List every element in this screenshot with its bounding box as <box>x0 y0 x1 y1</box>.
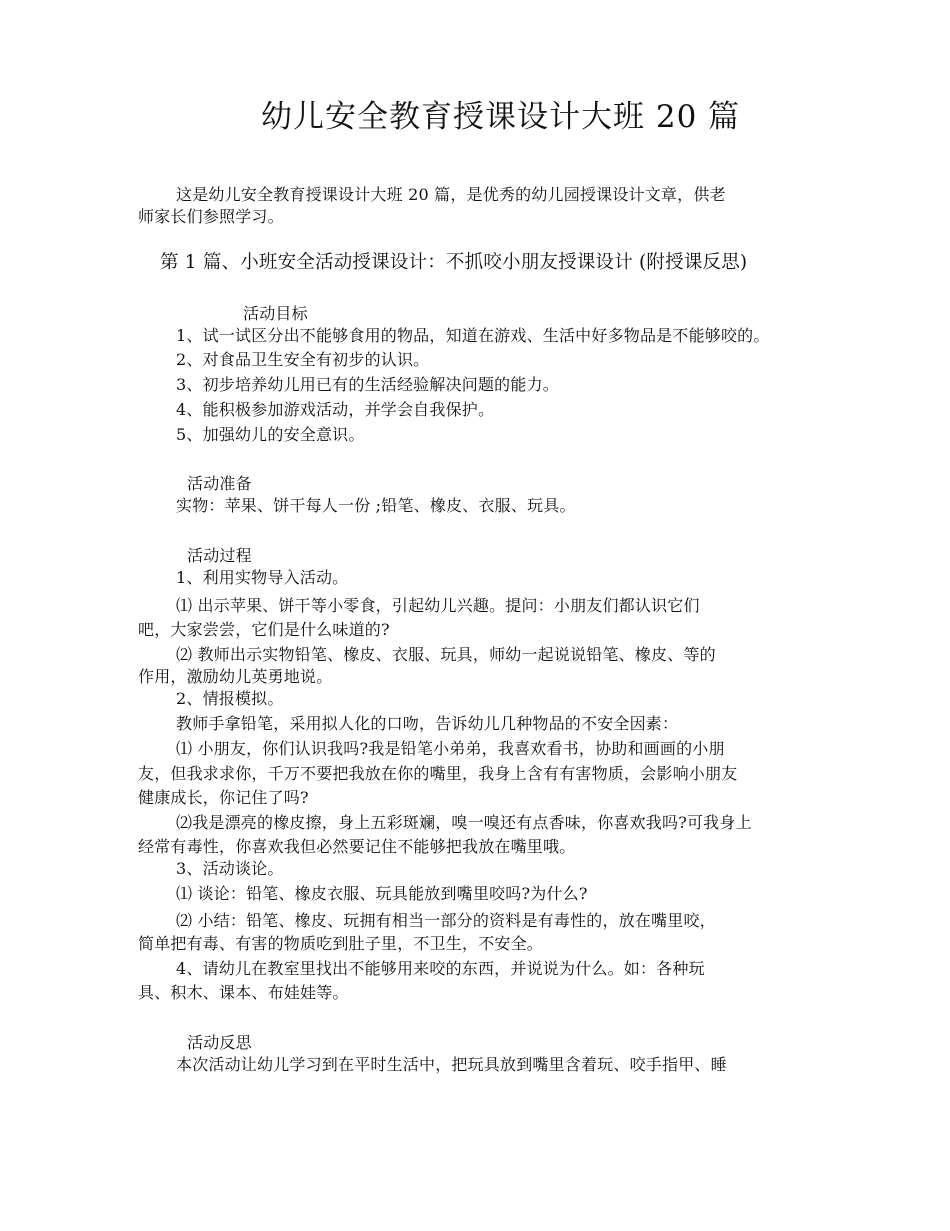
process-line: ⑵ 教师出示实物铅笔、橡皮、衣服、玩具，师幼一起说说铅笔、橡皮、等的 <box>176 645 716 664</box>
process-line: 简单把有毒、有害的物质吃到肚子里，不卫生，不安全。 <box>138 934 544 953</box>
process-line: ⑴ 小朋友，你们认识我吗?我是铅笔小弟弟，我喜欢看书，协助和画画的小朋 <box>176 739 725 758</box>
process-heading: 活动过程 <box>187 546 252 565</box>
goal-item: 5、加强幼儿的安全意识。 <box>176 425 365 444</box>
goal-item: 4、能积极参加游戏活动，并学会自我保护。 <box>176 400 495 419</box>
process-line: ⑴ 出示苹果、饼干等小零食，引起幼儿兴趣。提问：小朋友们都认识它们 <box>176 596 700 615</box>
process-line: 具、积木、课本、布娃娃等。 <box>138 983 349 1002</box>
document-title: 幼儿安全教育授课设计大班 20 篇 <box>261 99 741 135</box>
process-line: 经常有毒性，你喜欢我但必然要记住不能够把我放在嘴里哦。 <box>138 837 576 856</box>
process-line: 2、情报模拟。 <box>176 689 284 708</box>
process-line: 教师手拿铅笔，采用拟人化的口吻，告诉幼儿几种物品的不安全因素： <box>176 714 679 733</box>
section-title: 第 1 篇、小班安全活动授课设计：不抓咬小朋友授课设计 (附授课反思) <box>160 252 748 273</box>
process-line: 4、请幼儿在教室里找出不能够用来咬的东西，并说说为什么。如：各种玩 <box>176 959 705 978</box>
process-line: 吧，大家尝尝，它们是什么味道的? <box>138 620 390 639</box>
reflection-text: 本次活动让幼儿学习到在平时生活中，把玩具放到嘴里含着玩、咬手指甲、睡 <box>176 1055 727 1074</box>
goal-item: 1、试一试区分出不能够食用的物品，知道在游戏、生活中好多物品是不能够咬的。 <box>176 326 770 345</box>
process-line: ⑴ 谈论：铅笔、橡皮衣服、玩具能放到嘴里咬吗?为什么? <box>176 884 588 903</box>
process-line: ⑵我是漂亮的橡皮擦，身上五彩斑斓，嗅一嗅还有点香味，你喜欢我吗?可我身上 <box>176 813 752 832</box>
process-line: 3、活动谈论。 <box>176 859 284 878</box>
goals-heading: 活动目标 <box>243 304 308 323</box>
goal-item: 2、对食品卫生安全有初步的认识。 <box>176 350 430 369</box>
intro-line-2: 师家长们参照学习。 <box>138 207 284 226</box>
prep-heading: 活动准备 <box>187 474 252 493</box>
prep-text: 实物：苹果、饼干每人一份 ;铅笔、橡皮、衣服、玩具。 <box>176 496 576 515</box>
process-line: 1、利用实物导入活动。 <box>176 568 349 587</box>
reflection-heading: 活动反思 <box>187 1033 252 1052</box>
process-line: 作用，激励幼儿英勇地说。 <box>138 667 333 686</box>
process-line: ⑵ 小结：铅笔、橡皮、玩拥有相当一部分的资料是有毒性的，放在嘴里咬， <box>176 911 716 930</box>
process-line: 友，但我求求你，千万不要把我放在你的嘴里，我身上含有有害物质，会影响小朋友 <box>138 764 738 783</box>
goal-item: 3、初步培养幼儿用已有的生活经验解决问题的能力。 <box>176 375 559 394</box>
intro-line-1: 这是幼儿安全教育授课设计大班 20 篇，是优秀的幼儿园授课设计文章，供老 <box>176 185 726 204</box>
process-line: 健康成长，你记住了吗? <box>138 788 309 807</box>
